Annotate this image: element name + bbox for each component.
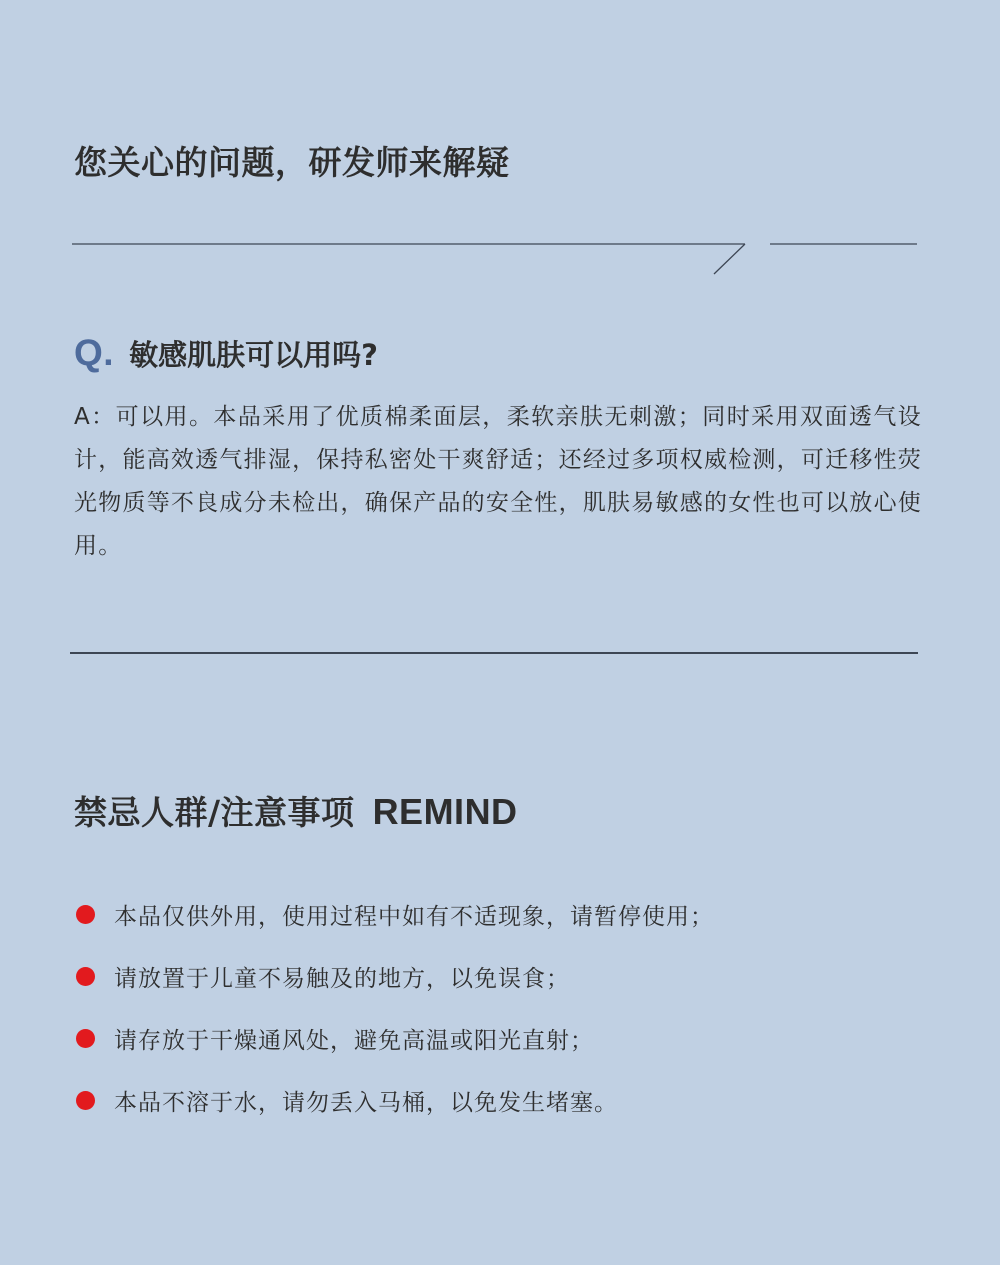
list-item [0,945,714,1007]
list-item [0,1007,714,1069]
red-dot-icon [76,1029,95,1048]
red-dot-icon [76,1091,95,1110]
red-dot-icon [76,967,95,986]
remind-section-title [74,787,518,834]
answer-text: A：可以用。本品采用了优质棉柔面层，柔软亲肤无刺激；同时采用双面透气设计，能高效透气排湿，保持私密处干爽舒适；还经过多项权威检测，可迁移性荧光物质等不良成分未检出，确保产品的安全性，肌肤易敏感的女性也可以放心使用。 [74,404,922,559]
list-item [0,883,714,945]
faq-question [74,332,378,374]
question-mark-label: Q. [74,332,115,373]
remind-title-en: REMIND [372,791,518,832]
red-dot-icon [76,905,95,924]
remind-item-text: 本品仅供外用，使用过程中如有不适现象，请暂停使用； [114,903,714,930]
section-divider [70,652,918,654]
faq-section-title: 您关心的问题，研发师来解疑 [74,143,510,182]
remind-item-text: 请存放于干燥通风处，避免高温或阳光直射； [114,1027,594,1054]
remind-list [0,883,714,1131]
question-text: 敏感肌肤可以用吗? [129,337,378,372]
remind-item-text: 本品不溶于水，请勿丢入马桶，以免发生堵塞。 [114,1089,618,1116]
remind-title-cn: 禁忌人群/注意事项 [74,793,355,832]
list-item [0,1069,714,1131]
remind-item-text: 请放置于儿童不易触及的地方，以免误食； [114,965,570,992]
slash-divider [0,230,1000,280]
